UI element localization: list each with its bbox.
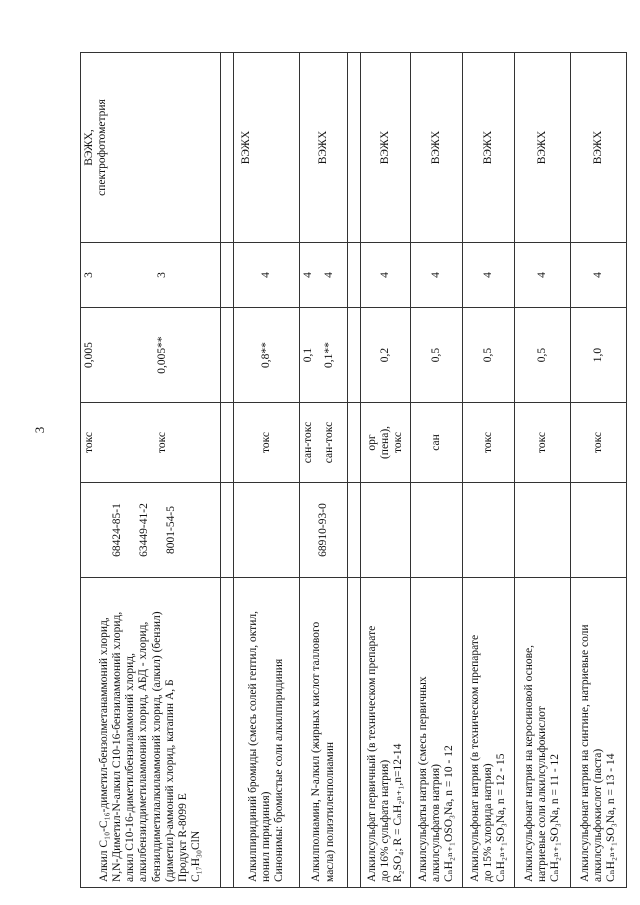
- name-line: Алкилсульфат первичный (в техническом препарате: [365, 625, 378, 882]
- hazard-class-cell: [411, 243, 463, 308]
- hazard-class: 3: [156, 272, 169, 278]
- method-text: ВЭЖХ: [535, 130, 548, 165]
- hazard-sign-cell: [81, 403, 221, 483]
- cas-number: 68424-85-1: [111, 503, 123, 557]
- limit-value: 0,5: [429, 347, 442, 363]
- limit-value-cell: [411, 308, 463, 403]
- hazard-class-cell: [300, 243, 348, 308]
- limit-value-cell: [361, 308, 411, 403]
- substance-name-cell: [515, 578, 571, 888]
- table-row: [234, 53, 300, 888]
- method-cell: [234, 53, 300, 243]
- name-line: Алкилпиридиний бромиды (смесь солей гептил, октил,: [246, 611, 259, 882]
- cas-number: 8001-54-5: [165, 506, 178, 554]
- rotated-table-wrapper: [80, 53, 618, 888]
- name-line: алкилсульфокислот (паста): [591, 748, 604, 882]
- method-text: ВЭЖХ: [481, 130, 494, 165]
- hazard-sign: токс: [481, 431, 494, 454]
- method-cell: [463, 53, 515, 243]
- substances-table: [80, 52, 627, 888]
- limit-value-cell: [81, 308, 221, 403]
- method-cell: [411, 53, 463, 243]
- limit-value: 0,5: [481, 347, 494, 363]
- hazard-class: 4: [535, 272, 548, 278]
- hazard-class: 3: [83, 272, 95, 278]
- name-line: масла) полиэтиленполиамин: [323, 741, 336, 882]
- name-line: Алкил С₁₀-С₁₆-диметил-бензолметанаммоний хлорид,: [97, 617, 110, 882]
- name-line: C₁₇H₃₀ClN: [190, 830, 203, 882]
- method-cell: [515, 53, 571, 243]
- method-cell: [81, 53, 221, 243]
- name-line: алкилбензилдиметиламмоний хлорид, АБД - хлорид,: [137, 621, 150, 882]
- limit-value-cell: [234, 308, 300, 403]
- cas-number-cell: [411, 483, 463, 578]
- table-row: [571, 53, 627, 888]
- substance-name-cell: [463, 578, 515, 888]
- hazard-class: 4: [302, 272, 314, 278]
- name-line: Алкилполиамин, N-алкил (жирных кислот таллового: [310, 621, 323, 882]
- cas-number: 63449-41-2: [138, 503, 151, 557]
- hazard-sign-cell: [515, 403, 571, 483]
- limit-value: 0,8**: [259, 342, 272, 368]
- hazard-class: 4: [259, 272, 272, 278]
- name-line: N,N-Диметил-N-алкил С10-16-бензиламмоний хлорид,: [110, 611, 123, 882]
- hazard-class-cell: [234, 243, 300, 308]
- hazard-sign: орг: [365, 434, 378, 451]
- substance-name-cell: [234, 578, 300, 888]
- hazard-sign: (пена),: [378, 425, 391, 460]
- name-line: Алкилсульфонат натрия на керосиновой основе,: [522, 645, 535, 882]
- hazard-class-cell: [81, 243, 221, 308]
- method-text: ВЭЖХ: [316, 130, 329, 165]
- name-line: натриевые соли алкилсульфокислот: [535, 706, 548, 882]
- hazard-sign: токс: [259, 431, 272, 454]
- limit-value: 0,1: [302, 347, 314, 363]
- table-row: [463, 53, 515, 888]
- cas-number-cell: [361, 483, 411, 578]
- hazard-class: 4: [591, 272, 604, 278]
- hazard-sign-cell: [571, 403, 627, 483]
- hazard-sign: токс: [156, 431, 169, 454]
- hazard-sign: токс: [535, 431, 548, 454]
- table-row: [361, 53, 411, 888]
- limit-value-cell: [463, 308, 515, 403]
- hazard-sign: токс: [591, 431, 604, 454]
- table-row: [515, 53, 571, 888]
- table-row: [81, 53, 221, 888]
- hazard-sign-cell: [234, 403, 300, 483]
- substance-name-cell: [411, 578, 463, 888]
- hazard-class: 4: [378, 272, 391, 278]
- name-line: R₂SO₄; R = CₙH₂ₙ₊₁,n=12-14: [392, 743, 405, 882]
- hazard-sign: сан-токс: [323, 421, 336, 464]
- page-number: 3: [32, 426, 47, 434]
- limit-value: 0,2: [378, 347, 391, 363]
- table-row: [300, 53, 348, 888]
- substance-name-cell: [361, 578, 411, 888]
- cas-number-cell: [300, 483, 348, 578]
- name-line: (диметил)-аммоний хлорид, катапин А, Б: [163, 679, 176, 882]
- name-line: алкил С10-16-диметилбензиламмоний хлорид,: [124, 653, 137, 882]
- cas-number-cell: [81, 483, 221, 578]
- substance-name-cell: [300, 578, 348, 888]
- name-line: бензилдиметилалкиламмоний хлорид, (алкил) (бензил): [150, 611, 163, 882]
- cas-number: 68910-93-0: [316, 503, 329, 557]
- method-text: ВЭЖХ: [378, 130, 391, 165]
- name-line: Алкилсульфаты натрия (смесь первичных: [416, 676, 429, 882]
- name-line: до 16% сульфата натрия): [378, 759, 391, 882]
- name-line: нонил пиридиния): [259, 791, 272, 882]
- hazard-class-cell: [463, 243, 515, 308]
- cas-number-cell: [463, 483, 515, 578]
- cas-number-cell: [234, 483, 300, 578]
- method-text: ВЭЖХ,: [83, 129, 95, 166]
- name-line: CₙH₂ₙ₊₁OSO₃Na, n = 10 - 12: [443, 745, 456, 882]
- name-line: CₙH₂ₙ₊₁SO₃Na, n = 12 - 15: [495, 753, 508, 882]
- limit-value: 0,005: [83, 342, 95, 368]
- table-row: [411, 53, 463, 888]
- hazard-class: 4: [323, 272, 336, 278]
- method-text: ВЭЖХ: [240, 130, 252, 165]
- limit-value-cell: [300, 308, 348, 403]
- name-line: алкилсульфатов натрия): [429, 764, 442, 882]
- limit-value: 0,1**: [323, 342, 336, 368]
- substance-name-cell: [81, 578, 221, 888]
- hazard-sign-cell: [411, 403, 463, 483]
- hazard-class-cell: [571, 243, 627, 308]
- method-cell: [571, 53, 627, 243]
- method-cell: [300, 53, 348, 243]
- cas-number-cell: [571, 483, 627, 578]
- name-line: CₙH₂ₙ₊₁SO₃Na, n = 13 - 14: [605, 753, 618, 882]
- method-text: ВЭЖХ: [591, 130, 604, 165]
- hazard-class-cell: [515, 243, 571, 308]
- hazard-sign: сан: [429, 434, 442, 451]
- method-text: ВЭЖХ: [429, 130, 442, 165]
- cas-number-cell: [515, 483, 571, 578]
- method-cell: [361, 53, 411, 243]
- limit-value: 1,0: [591, 347, 604, 363]
- name-line: Синонимы: бромистые соли алкилпиридиния: [273, 658, 286, 882]
- hazard-sign: токс: [392, 431, 405, 454]
- hazard-class-cell: [361, 243, 411, 308]
- hazard-sign-cell: [361, 403, 411, 483]
- limit-value: 0,5: [535, 347, 548, 363]
- name-line: CₙH₂ₙ₊₁SO₃Na, n = 11 - 12: [549, 753, 562, 882]
- hazard-class: 4: [429, 272, 442, 278]
- name-line: Продукт R-8099 Е: [176, 793, 189, 882]
- limit-value-cell: [515, 308, 571, 403]
- limit-value: 0,005**: [156, 336, 169, 374]
- method-text: спектрофотометрия: [96, 99, 109, 196]
- name-line: до 15% хлорида натрия): [481, 763, 494, 882]
- hazard-sign: токс: [83, 431, 95, 454]
- limit-value-cell: [571, 308, 627, 403]
- hazard-sign-cell: [300, 403, 348, 483]
- hazard-sign: сан-токс: [302, 421, 314, 464]
- name-line: Алкилсульфонат натрия (в техническом препарате: [468, 634, 481, 882]
- hazard-sign-cell: [463, 403, 515, 483]
- substance-name-cell: [571, 578, 627, 888]
- hazard-class: 4: [481, 272, 494, 278]
- name-line: Алкилсульфонат натрия на синтине, натриевые соли: [578, 624, 591, 882]
